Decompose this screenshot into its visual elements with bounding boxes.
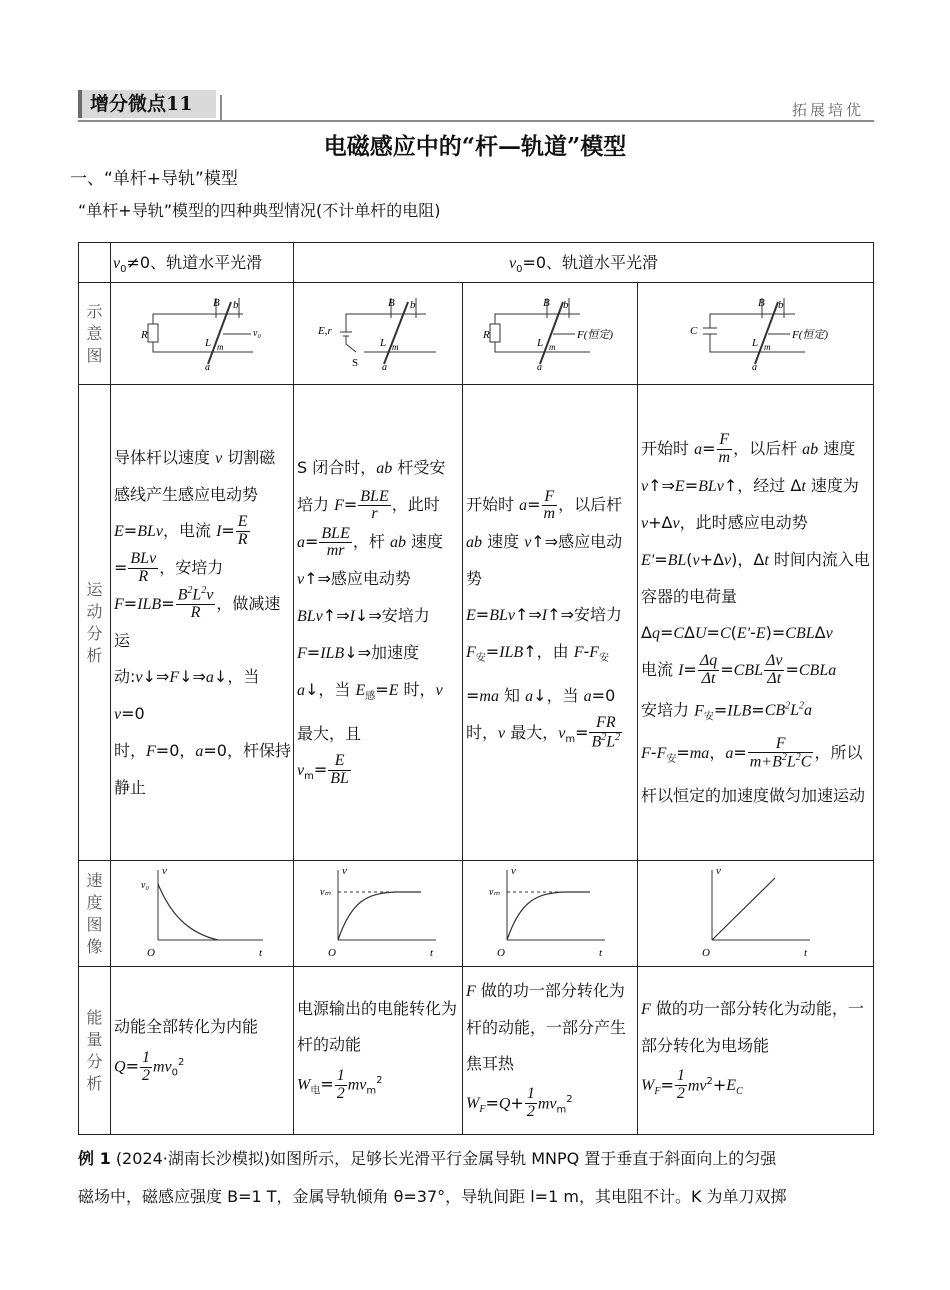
- label-length: L: [380, 336, 387, 349]
- label-b-field: B: [543, 296, 550, 309]
- case1-header: $v_0\ne 0$、轨道水平光滑: [111, 243, 294, 283]
- example-paragraph: [78, 1140, 878, 1216]
- velocity-graph-saturate: [296, 862, 461, 962]
- label-end-b: b: [410, 298, 416, 311]
- diagram-case1: [111, 283, 294, 385]
- label-mass: m: [217, 341, 224, 352]
- page-title: 电磁感应中的“杆—轨道”模型: [323, 133, 627, 160]
- axis-t-label: t: [804, 946, 808, 959]
- axis-v-label: v: [511, 864, 516, 877]
- label-b-field: B: [758, 296, 765, 309]
- row-label-motion: 运 动 分 析: [79, 385, 111, 861]
- graph-case1: [111, 861, 294, 967]
- row-label-diagram: 示 意 图: [79, 283, 111, 385]
- axis-v-label: v: [716, 864, 721, 877]
- motion-case3: 开始时 a= $\frac{F}{m}$ ，以后杆 ab 速度 v↑⇒感应电动势 E=BLv↑⇒I↑⇒安培力 $F_安=ILB↑$，由 $F-F_安=ma$ 知 a↓，当 a=0 时，v 最大，$v_m=$ $\frac{FR}{B^2L^2}$: [463, 385, 638, 861]
- section-category: 拓展培优: [791, 101, 864, 119]
- label-resistor: R: [141, 328, 148, 341]
- energy-case3: F 做的功一部分转化为杆的动能，一部分产生焦耳热 $W_F=Q+$ $\frac{1}{2}$ $mv_m^2$: [463, 967, 638, 1135]
- row-label-energy: 能 量 分 析: [79, 967, 111, 1135]
- diagram-case4: [638, 283, 874, 385]
- tag-divider: [220, 95, 222, 121]
- label-v0: v₀: [253, 327, 261, 339]
- label-force: F(恒定): [792, 328, 829, 341]
- label-emf: E,r: [318, 324, 332, 337]
- origin-label: O: [328, 946, 336, 959]
- motion-row: [79, 385, 874, 861]
- label-end-a: a: [205, 361, 210, 373]
- example-line-2: 磁场中，磁感应强度 B=1 T，金属导轨倾角 θ=37°，导轨间距 l=1 m，其电阻不计。K 为单刀双掷: [78, 1187, 787, 1206]
- label-b-field: B: [388, 296, 395, 309]
- label-force: F(恒定): [577, 328, 614, 341]
- label-capacitor: C: [690, 324, 698, 337]
- table-header-row: [79, 243, 874, 283]
- label-switch: S: [352, 356, 359, 369]
- graph-case2: [294, 861, 463, 967]
- label-end-a: a: [537, 361, 542, 373]
- label-length: L: [205, 336, 212, 349]
- row-label-velocity: 速 度 图 像: [79, 861, 111, 967]
- energy-row: [79, 967, 874, 1135]
- circuit-diagram-resistor: [113, 284, 292, 380]
- motion-case4: 开始时 a= $\frac{F}{m}$ ，以后杆 ab 速度 v↑⇒E=BLv↑，经过 Δt 速度为 v+Δv，此时感应电动势 E'=BL(v+Δv)，Δt 时间内流入电容器的电荷量 Δq=CΔU=C(E'-E)=CBLΔv 电流 I= $\frac{\Delta q}{\Delta t}$ =CBL $\frac{\Delta v}{\Delta t}$ =CBLa 安培力 $F_安=ILB=CB^2L^2a$ $F-F_安=ma$，a= $\frac{F}{m+B^2L^2C}$ ，所以杆以恒定的加速度做匀加速运动: [638, 385, 874, 861]
- header-rule: [78, 120, 874, 122]
- origin-label: O: [497, 946, 505, 959]
- v0-label: v₀: [141, 879, 149, 891]
- diagram-case3: [463, 283, 638, 385]
- label-mass: m: [549, 341, 556, 352]
- saturation-curve: [338, 892, 421, 940]
- example-label: 例 1: [78, 1149, 111, 1168]
- section-heading: 一、“单杆+导轨”模型: [70, 169, 238, 189]
- graph-case3: [463, 861, 638, 967]
- energy-case1: 动能全部转化为内能 Q= $\frac{1}{2}$ $mv_0^2$: [111, 967, 294, 1135]
- axis-v-label: v: [342, 864, 347, 877]
- label-end-b: b: [233, 298, 239, 311]
- axis-v-label: v: [162, 864, 167, 877]
- energy-case4: F 做的功一部分转化为动能，一部分转化为电场能 $W_F=$ $\frac{1}{2}$ $mv^2+E_C$: [638, 967, 874, 1135]
- vm-label: vₘ: [489, 886, 500, 898]
- decay-curve: [158, 884, 218, 940]
- linear-line: [712, 878, 775, 940]
- motion-case2: S 闭合时，ab 杆受安培力 F= $\frac{\text{BLE}}{r}$ ，此时 a= $\frac{\text{BLE}}{mr}$ ，杆 ab 速度 v↑⇒感应电动势 BLv↑⇒I↓⇒安培力 F=ILB↓⇒加速度 a↓，当 $E_感=E$ 时，v 最大，且 $v_m=$ $\frac{E}{BL}$: [294, 385, 463, 861]
- case234-header: $v_0=0$、轨道水平光滑: [294, 243, 874, 283]
- label-end-a: a: [752, 361, 757, 373]
- label-end-b: b: [778, 298, 784, 311]
- label-end-a: a: [382, 361, 387, 373]
- energy-case2: 电源输出的电能转化为杆的动能 $W_电=$ $\frac{1}{2}$ $mv_m^2$: [294, 967, 463, 1135]
- circuit-diagram-capacitor: [640, 284, 872, 380]
- axis-t-label: t: [599, 946, 603, 959]
- motion-case1: 导体杆以速度 v 切割磁感线产生感应电动势 E=BLv，电流 I= $\frac{E}{R}$ = $\frac{\text{BLv}}{R}$ ，安培力 F=ILB= $\frac{B^2L^2v}{R}$ ，做减速运 动:v↓⇒F↓⇒a↓，当 v=0 时，F=0，a=0，杆保持静止: [111, 385, 294, 861]
- label-mass: m: [392, 341, 399, 352]
- label-resistor: R: [483, 328, 490, 341]
- model-table: [78, 242, 874, 1135]
- diagram-row: [79, 283, 874, 385]
- axis-t-label: t: [259, 946, 263, 959]
- label-mass: m: [764, 341, 771, 352]
- axis-t-label: t: [430, 946, 434, 959]
- diagram-case2: [294, 283, 463, 385]
- saturation-curve: [507, 892, 590, 940]
- circuit-diagram-battery: [296, 284, 461, 380]
- graph-case4: [638, 861, 874, 967]
- label-b-field: B: [213, 296, 220, 309]
- section-tag: 增分微点11: [78, 90, 216, 118]
- origin-label: O: [702, 946, 710, 959]
- velocity-graph-saturate: [465, 862, 636, 962]
- vm-label: vₘ: [320, 886, 331, 898]
- label-length: L: [537, 336, 544, 349]
- example-line-1: (2024·湖南长沙模拟)如图所示，足够长光滑平行金属导轨 MNPQ 置于垂直于斜面向上的匀强: [115, 1149, 777, 1168]
- velocity-graph-decay: [113, 862, 292, 962]
- velocity-graph-linear: [640, 862, 872, 962]
- label-length: L: [752, 336, 759, 349]
- velocity-row: [79, 861, 874, 967]
- section-subtitle: “单杆+导轨”模型的四种典型情况(不计单杆的电阻): [78, 201, 441, 220]
- origin-label: O: [147, 946, 155, 959]
- label-end-b: b: [563, 298, 569, 311]
- circuit-diagram-force-resistor: [465, 284, 636, 380]
